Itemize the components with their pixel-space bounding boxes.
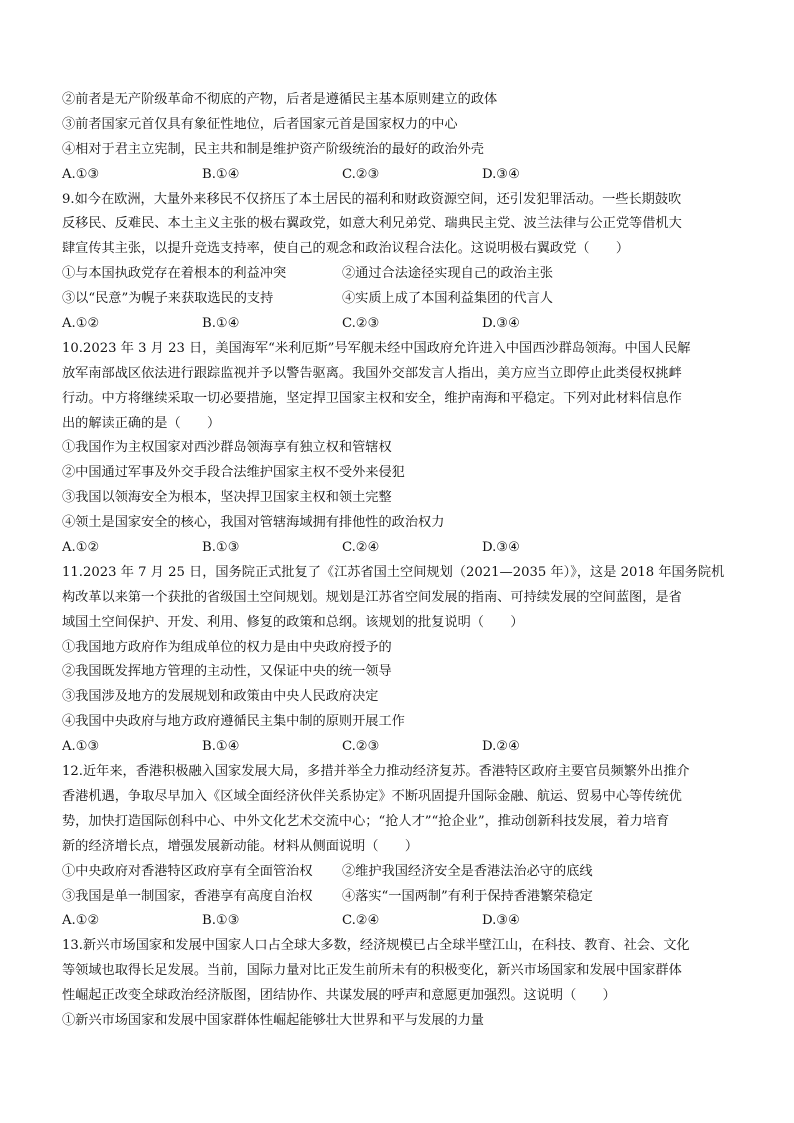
statement: ③我国涉及地方的发展规划和政策由中央人民政府决定 [62, 689, 379, 705]
option-c: C.②③ [342, 166, 380, 182]
exam-page [62, 88, 734, 1034]
option-b: B.①④ [202, 316, 240, 332]
option-a: A.①② [62, 316, 100, 332]
option-b: B.①③ [202, 540, 240, 556]
statement: ②中国通过军事及外交手段合法维护国家主权不受外来侵犯 [62, 465, 405, 481]
option-d: D.③④ [482, 316, 520, 332]
question-stem-line: 势，加快打造国际创科中心、中外文化艺术交流中心；“抢人才”“抢企业”，推动创新科技发展，着力培育 [62, 813, 670, 829]
statement: ①中央政府对香港特区政府享有全面管治权 [62, 863, 313, 879]
statement: ③我国是单一制国家，香港享有高度自治权 [62, 888, 313, 904]
statement: ④落实“一国两制”有利于保持香港繁荣稳定 [342, 888, 593, 904]
answer-options [62, 909, 734, 934]
question-stem-line: 构改革以来第一个获批的省级国土空间规划。规划是江苏省空间发展的指南、可持续发展的空间蓝图，是省 [62, 589, 682, 605]
question-stem-line: 10.2023 年 3 月 23 日，美国海军“米利厄斯”号军舰未经中国政府允许进入中国西沙群岛领海。中国人民解 [62, 340, 691, 356]
statement: ①我国作为主权国家对西沙群岛领海享有独立权和管辖权 [62, 440, 392, 456]
question-stem-line: 9.如今在欧洲，大量外来移民不仅挤压了本土居民的福利和财政资源空间，还引发犯罪活动。一些长期鼓吹 [62, 191, 682, 207]
statement: ④我国中央政府与地方政府遵循民主集中制的原则开展工作 [62, 714, 405, 730]
statement: ②我国既发挥地方管理的主动性，又保证中央的统一领导 [62, 664, 392, 680]
question-stem-line: 香港机遇，争取尽早加入《区域全面经济伙伴关系协定》不断巩固提升国际金融、航运、贸易中心等传统优 [62, 788, 682, 804]
question-stem-line: 11.2023 年 7 月 25 日，国务院正式批复了《江苏省国土空间规划（2021—2035 年）》，这是 2018 年国务院机 [62, 564, 725, 580]
question-10 [62, 337, 734, 561]
question-stem-line: 性崛起正改变全球政治经济版图，团结协作、共谋发展的呼声和意愿更加强烈。这说明（ ） [62, 988, 616, 1004]
question-12 [62, 760, 734, 934]
answer-options [62, 312, 734, 337]
option-c: C.②③ [342, 316, 380, 332]
statement: ②维护我国经济安全是香港法治必守的底线 [342, 863, 593, 879]
answer-options [62, 163, 734, 188]
option-a: A.①③ [62, 739, 100, 755]
option-c: C.②④ [342, 913, 380, 929]
statement: ①与本国执政党存在着根本的利益冲突 [62, 266, 287, 282]
prev-question-tail [62, 88, 734, 188]
question-stem-line: 反移民、反难民、本土主义主张的极右翼政党，如意大利兄弟党、瑞典民主党、波兰法律与公正党等借机大 [62, 216, 682, 232]
option-d: D.③④ [482, 913, 520, 929]
question-stem-line: 出的解读正确的是（ ） [62, 415, 221, 431]
statement: ④相对于君主立宪制，民主共和制是维护资产阶级统治的最好的政治外壳 [62, 141, 484, 157]
statement: ②前者是无产阶级革命不彻底的产物，后者是遵循民主基本原则建立的政体 [62, 92, 498, 107]
statement: ①新兴市场国家和发展中国家群体性崛起能够壮大世界和平与发展的力量 [62, 1012, 484, 1028]
option-a: A.①② [62, 540, 100, 556]
option-b: B.①④ [202, 739, 240, 755]
option-a: A.①③ [62, 166, 100, 182]
statement: ③前者国家元首仅具有象征性地位，后者国家元首是国家权力的中心 [62, 116, 458, 132]
answer-options [62, 536, 734, 561]
statement: ④实质上成了本国利益集团的代言人 [342, 291, 553, 307]
option-c: C.②③ [342, 739, 380, 755]
option-b: B.①③ [202, 913, 240, 929]
option-d: D.③④ [482, 166, 520, 182]
option-d: D.③④ [482, 540, 520, 556]
question-9 [62, 188, 734, 337]
question-stem-line: 等领域也取得长足发展。当前，国际力量对比正发生前所未有的积极变化，新兴市场国家和发展中国家群体 [62, 963, 682, 979]
question-stem-line: 13.新兴市场国家和发展中国家人口占全球大多数，经济规模已占全球半壁江山，在科技、教育、社会、文化 [62, 938, 690, 954]
question-stem-line: 行动。中方将继续采取一切必要措施，坚定捍卫国家主权和安全，维护南海和平稳定。下列对此材料信息作 [62, 390, 682, 406]
statement: ④领土是国家安全的核心，我国对管辖海域拥有排他性的政治权力 [62, 515, 445, 531]
question-13 [62, 934, 734, 1034]
question-stem-line: 放军南部战区依法进行跟踪监视并予以警告驱离。我国外交部发言人指出，美方应当立即停止此类侵权挑衅 [62, 365, 682, 381]
question-stem-line: 12.近年来，香港积极融入国家发展大局，多措并举全力推动经济复苏。香港特区政府主要官员频繁外出推介 [62, 764, 690, 780]
question-stem-line: 域国土空间保护、开发、利用、修复的政策和总纲。该规划的批复说明（ ） [62, 614, 524, 630]
option-d: D.②④ [482, 739, 520, 755]
statement: ③我国以领海安全为根本，坚决捍卫国家主权和领土完整 [62, 490, 392, 506]
question-stem-line: 新的经济增长点，增强发展新动能。材料从侧面说明（ ） [62, 838, 419, 854]
question-11 [62, 561, 734, 760]
statement-pair [62, 860, 734, 885]
option-c: C.②④ [342, 540, 380, 556]
statement: ②通过合法途径实现自己的政治主张 [342, 266, 553, 282]
answer-options [62, 735, 734, 760]
option-b: B.①④ [202, 166, 240, 182]
statement: ③以“民意”为幌子来获取选民的支持 [62, 291, 274, 307]
question-stem-line: 肆宣传其主张，以提升竞选支持率，使自己的观念和政治议程合法化。这说明极右翼政党（ ） [62, 241, 630, 257]
statement: ①我国地方政府作为组成单位的权力是由中央政府授予的 [62, 639, 392, 655]
option-a: A.①② [62, 913, 100, 929]
statement-pair [62, 262, 734, 287]
statement-pair [62, 885, 734, 910]
statement-pair [62, 287, 734, 312]
